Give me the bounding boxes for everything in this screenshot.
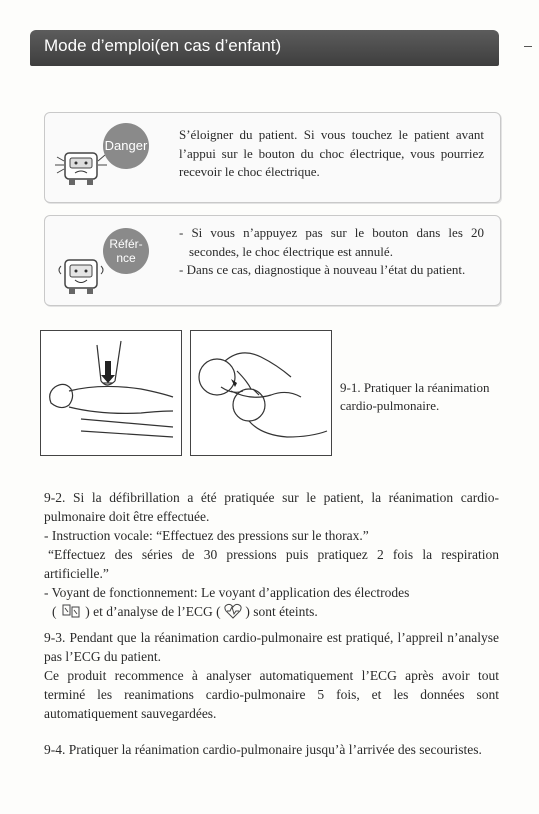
- danger-badge-label: Danger: [104, 138, 148, 153]
- list-item: - Si vous n’appuyez pas sur le bouton dans les 20 secondes, le choc électrique est annulé.: [179, 225, 484, 259]
- voice-instruction: - Instruction vocale: “Effectuez des pressions sur le thorax.”: [44, 528, 369, 543]
- electrode-pads-icon: [60, 603, 82, 619]
- indicator-status-continued: ( ) et d’analyse de l’ECG ( ) sont éteints.: [52, 604, 318, 619]
- section-title: Mode d’emploi(en cas d’enfant): [44, 36, 282, 55]
- reference-list: [179, 224, 484, 280]
- danger-badge: [103, 123, 149, 169]
- step-9-3-intro: 9-3. Pendant que la réanimation cardio-pulmonaire est pratiqué, l’appreil n’analyse pas l’ECG du patient.: [44, 630, 499, 664]
- reference-badge: [103, 228, 149, 274]
- step-9-2: [44, 488, 499, 621]
- danger-text: S’éloigner du patient. Si vous touchez le patient avant l’appui sur le bouton du choc électrique, vous pourriez recevoir le choc électrique.: [179, 127, 484, 179]
- section-header: [30, 30, 499, 66]
- figure-caption: 9-1. Pratiquer la réanimation cardio-pulmonaire.: [340, 380, 490, 413]
- heart-ecg-icon: [224, 603, 242, 619]
- cpr-compression-illustration: [40, 330, 182, 456]
- indicator-status: - Voyant de fonctionnement: Le voyant d’application des électrodes: [44, 585, 410, 600]
- rescue-breathing-illustration: [190, 330, 332, 456]
- voice-instruction-continued: “Effectuez des séries de 30 pressions puis pratiquez 2 fois la respiration artificielle.”: [44, 547, 499, 581]
- step-9-3-detail: Ce produit recommence à analyser automatiquement l’ECG après avoir tout terminé les reanimations cardio-pulmonaire 5 fois, et les données sont automatiquement sauvegardées.: [44, 668, 499, 721]
- step-9-2-intro: 9-2. Si la défibrillation a été pratiquée sur le patient, la réanimation cardio-pulmonaire doit être effectuée.: [44, 490, 499, 524]
- list-item: - Dans ce cas, diagnostique à nouveau l’état du patient.: [179, 262, 466, 277]
- danger-notice: [44, 112, 501, 203]
- step-9-3: [44, 628, 499, 723]
- reference-notice: [44, 215, 501, 306]
- step-9-4: 9-4. Pratiquer la réanimation cardio-pulmonaire jusqu’à l’arrivée des secouristes.: [44, 742, 482, 757]
- aed-device-smiling-icon: [51, 252, 111, 300]
- margin-mark: [524, 46, 532, 47]
- reference-badge-label: Référ- nce: [109, 237, 143, 265]
- aed-device-with-speech-icon: [51, 143, 111, 191]
